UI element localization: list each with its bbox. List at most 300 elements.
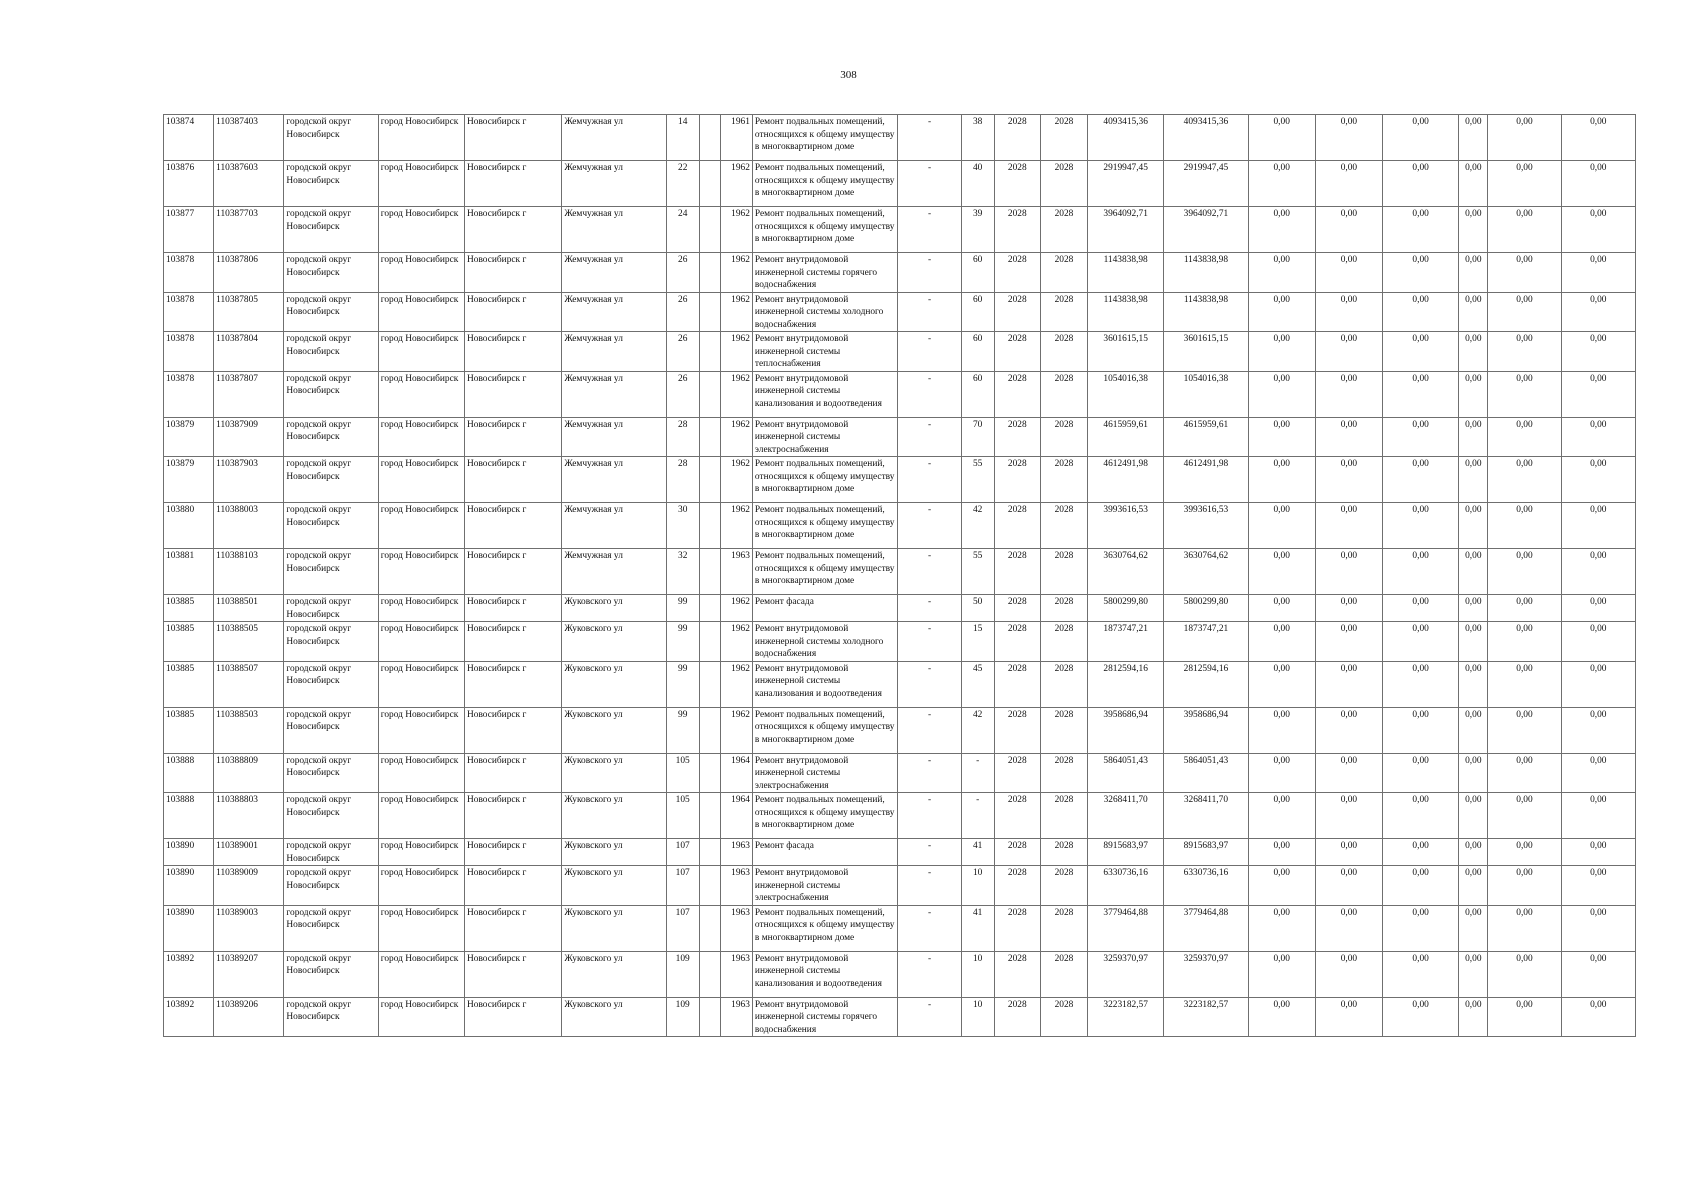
amount-3-cell: 0,00 [1383,839,1459,866]
amount-3-cell: 0,00 [1383,457,1459,503]
amount-6-cell: 0,00 [1561,793,1635,839]
city-cell: Новосибирск г [464,332,561,372]
amount-1-cell: 0,00 [1248,503,1315,549]
amount-2-cell: 0,00 [1315,793,1382,839]
table-row [164,503,1636,549]
total-cost-cell: 1143838,98 [1088,253,1164,293]
wear-value-cell: 10 [961,997,994,1037]
dash-value-cell: - [898,866,961,906]
building-number-cell [699,951,720,997]
amount-3-cell: 0,00 [1383,253,1459,293]
record-id-cell: 103876 [164,161,214,207]
municipal-district-cell: городской округ Новосибирск [284,997,378,1037]
street-cell: Жемчужная ул [562,292,666,332]
building-number-cell [699,253,720,293]
construction-year-cell: 1962 [720,207,752,253]
page-number: 308 [840,69,857,81]
amount-3-cell: 0,00 [1383,115,1459,161]
municipal-district-cell: городской округ Новосибирск [284,115,378,161]
record-id-cell: 103892 [164,951,214,997]
plan-year-start-cell: 2028 [994,503,1040,549]
amount-6-cell: 0,00 [1561,207,1635,253]
record-id-cell: 103878 [164,292,214,332]
amount-4-cell: 0,00 [1459,951,1488,997]
amount-5-cell: 0,00 [1488,253,1561,293]
amount-5-cell: 0,00 [1488,207,1561,253]
municipal-district-cell: городской округ Новосибирск [284,905,378,951]
amount-5-cell: 0,00 [1488,417,1561,457]
amount-2-cell: 0,00 [1315,457,1382,503]
fund-cost-cell: 5864051,43 [1164,753,1248,793]
record-code-cell: 110388507 [214,661,284,707]
record-id-cell: 103878 [164,371,214,417]
amount-1-cell: 0,00 [1248,595,1315,622]
plan-year-end-cell: 2028 [1040,332,1087,372]
fund-cost-cell: 6330736,16 [1164,866,1248,906]
building-number-cell [699,905,720,951]
building-number-cell [699,622,720,662]
table-row [164,753,1636,793]
amount-5-cell: 0,00 [1488,793,1561,839]
amount-4-cell: 0,00 [1459,332,1488,372]
amount-5-cell: 0,00 [1488,866,1561,906]
plan-year-start-cell: 2028 [994,549,1040,595]
total-cost-cell: 3958686,94 [1088,707,1164,753]
amount-1-cell: 0,00 [1248,997,1315,1037]
construction-year-cell: 1963 [720,549,752,595]
building-number-cell [699,997,720,1037]
amount-6-cell: 0,00 [1561,951,1635,997]
street-cell: Жемчужная ул [562,549,666,595]
plan-year-start-cell: 2028 [994,622,1040,662]
amount-5-cell: 0,00 [1488,549,1561,595]
dash-value-cell: - [898,707,961,753]
street-cell: Жуковского ул [562,997,666,1037]
house-number-cell: 24 [666,207,699,253]
plan-year-end-cell: 2028 [1040,417,1087,457]
settlement-cell: город Новосибирск [378,549,464,595]
settlement-cell: город Новосибирск [378,595,464,622]
building-number-cell [699,866,720,906]
municipal-district-cell: городской округ Новосибирск [284,595,378,622]
city-cell: Новосибирск г [464,997,561,1037]
plan-year-end-cell: 2028 [1040,707,1087,753]
record-code-cell: 110387703 [214,207,284,253]
dash-value-cell: - [898,622,961,662]
plan-year-start-cell: 2028 [994,661,1040,707]
table-row [164,549,1636,595]
city-cell: Новосибирск г [464,707,561,753]
record-code-cell: 110389003 [214,905,284,951]
wear-value-cell: 38 [961,115,994,161]
work-type-cell: Ремонт внутридомовой инженерной системы холодного водоснабжения [752,622,897,662]
plan-year-end-cell: 2028 [1040,997,1087,1037]
record-code-cell: 110387403 [214,115,284,161]
municipal-district-cell: городской округ Новосибирск [284,253,378,293]
building-number-cell [699,707,720,753]
building-number-cell [699,503,720,549]
amount-5-cell: 0,00 [1488,292,1561,332]
total-cost-cell: 3964092,71 [1088,207,1164,253]
fund-cost-cell: 5800299,80 [1164,595,1248,622]
record-code-cell: 110387909 [214,417,284,457]
dash-value-cell: - [898,753,961,793]
record-id-cell: 103881 [164,549,214,595]
amount-1-cell: 0,00 [1248,371,1315,417]
wear-value-cell: 55 [961,549,994,595]
record-code-cell: 110388003 [214,503,284,549]
construction-year-cell: 1961 [720,115,752,161]
municipal-district-cell: городской округ Новосибирск [284,332,378,372]
amount-4-cell: 0,00 [1459,793,1488,839]
record-code-cell: 110387903 [214,457,284,503]
dash-value-cell: - [898,253,961,293]
total-cost-cell: 8915683,97 [1088,839,1164,866]
wear-value-cell: 60 [961,371,994,417]
amount-4-cell: 0,00 [1459,115,1488,161]
settlement-cell: город Новосибирск [378,622,464,662]
record-id-cell: 103885 [164,622,214,662]
wear-value-cell: 42 [961,707,994,753]
settlement-cell: город Новосибирск [378,661,464,707]
wear-value-cell: 41 [961,839,994,866]
total-cost-cell: 4615959,61 [1088,417,1164,457]
plan-year-end-cell: 2028 [1040,115,1087,161]
city-cell: Новосибирск г [464,417,561,457]
work-type-cell: Ремонт подвальных помещений, относящихся к общему имуществу в многоквартирном доме [752,549,897,595]
amount-2-cell: 0,00 [1315,622,1382,662]
city-cell: Новосибирск г [464,161,561,207]
wear-value-cell: 70 [961,417,994,457]
amount-1-cell: 0,00 [1248,549,1315,595]
amount-6-cell: 0,00 [1561,661,1635,707]
street-cell: Жемчужная ул [562,253,666,293]
amount-1-cell: 0,00 [1248,661,1315,707]
amount-4-cell: 0,00 [1459,371,1488,417]
table-row [164,866,1636,906]
amount-6-cell: 0,00 [1561,161,1635,207]
fund-cost-cell: 3259370,97 [1164,951,1248,997]
building-number-cell [699,115,720,161]
city-cell: Новосибирск г [464,951,561,997]
dash-value-cell: - [898,793,961,839]
settlement-cell: город Новосибирск [378,161,464,207]
amount-3-cell: 0,00 [1383,161,1459,207]
amount-3-cell: 0,00 [1383,595,1459,622]
amount-4-cell: 0,00 [1459,905,1488,951]
municipal-district-cell: городской округ Новосибирск [284,839,378,866]
street-cell: Жемчужная ул [562,332,666,372]
construction-year-cell: 1962 [720,332,752,372]
construction-year-cell: 1962 [720,161,752,207]
street-cell: Жуковского ул [562,905,666,951]
record-id-cell: 103888 [164,793,214,839]
plan-year-start-cell: 2028 [994,115,1040,161]
record-code-cell: 110387807 [214,371,284,417]
street-cell: Жуковского ул [562,661,666,707]
amount-3-cell: 0,00 [1383,622,1459,662]
wear-value-cell: 40 [961,161,994,207]
amount-1-cell: 0,00 [1248,332,1315,372]
amount-4-cell: 0,00 [1459,549,1488,595]
amount-4-cell: 0,00 [1459,622,1488,662]
record-code-cell: 110389207 [214,951,284,997]
amount-2-cell: 0,00 [1315,207,1382,253]
amount-1-cell: 0,00 [1248,622,1315,662]
plan-year-end-cell: 2028 [1040,371,1087,417]
plan-year-start-cell: 2028 [994,997,1040,1037]
street-cell: Жемчужная ул [562,417,666,457]
construction-year-cell: 1963 [720,866,752,906]
city-cell: Новосибирск г [464,866,561,906]
amount-6-cell: 0,00 [1561,622,1635,662]
amount-1-cell: 0,00 [1248,457,1315,503]
amount-2-cell: 0,00 [1315,951,1382,997]
amount-2-cell: 0,00 [1315,503,1382,549]
amount-6-cell: 0,00 [1561,905,1635,951]
table-row [164,332,1636,372]
house-number-cell: 107 [666,905,699,951]
record-id-cell: 103877 [164,207,214,253]
work-type-cell: Ремонт внутридомовой инженерной системы электроснабжения [752,753,897,793]
record-code-cell: 110389001 [214,839,284,866]
dash-value-cell: - [898,549,961,595]
construction-year-cell: 1962 [720,457,752,503]
amount-1-cell: 0,00 [1248,115,1315,161]
building-number-cell [699,371,720,417]
table-row [164,292,1636,332]
total-cost-cell: 3779464,88 [1088,905,1164,951]
street-cell: Жемчужная ул [562,115,666,161]
amount-5-cell: 0,00 [1488,905,1561,951]
street-cell: Жуковского ул [562,753,666,793]
amount-4-cell: 0,00 [1459,161,1488,207]
street-cell: Жуковского ул [562,866,666,906]
total-cost-cell: 3223182,57 [1088,997,1164,1037]
dash-value-cell: - [898,417,961,457]
amount-5-cell: 0,00 [1488,997,1561,1037]
dash-value-cell: - [898,997,961,1037]
record-code-cell: 110387804 [214,332,284,372]
work-type-cell: Ремонт внутридомовой инженерной системы горячего водоснабжения [752,253,897,293]
amount-1-cell: 0,00 [1248,866,1315,906]
amount-3-cell: 0,00 [1383,793,1459,839]
construction-year-cell: 1964 [720,793,752,839]
municipal-district-cell: городской округ Новосибирск [284,866,378,906]
table-row [164,707,1636,753]
total-cost-cell: 3993616,53 [1088,503,1164,549]
amount-4-cell: 0,00 [1459,753,1488,793]
municipal-district-cell: городской округ Новосибирск [284,661,378,707]
building-number-cell [699,661,720,707]
plan-year-start-cell: 2028 [994,951,1040,997]
fund-cost-cell: 3223182,57 [1164,997,1248,1037]
amount-4-cell: 0,00 [1459,292,1488,332]
settlement-cell: город Новосибирск [378,253,464,293]
work-type-cell: Ремонт подвальных помещений, относящихся к общему имуществу в многоквартирном доме [752,457,897,503]
fund-cost-cell: 1054016,38 [1164,371,1248,417]
construction-year-cell: 1962 [720,253,752,293]
plan-year-end-cell: 2028 [1040,503,1087,549]
table-row [164,417,1636,457]
plan-year-start-cell: 2028 [994,753,1040,793]
amount-3-cell: 0,00 [1383,207,1459,253]
street-cell: Жуковского ул [562,951,666,997]
wear-value-cell: - [961,753,994,793]
amount-2-cell: 0,00 [1315,707,1382,753]
amount-5-cell: 0,00 [1488,661,1561,707]
construction-year-cell: 1963 [720,951,752,997]
wear-value-cell: 60 [961,332,994,372]
settlement-cell: город Новосибирск [378,753,464,793]
wear-value-cell: 60 [961,253,994,293]
amount-1-cell: 0,00 [1248,793,1315,839]
building-number-cell [699,207,720,253]
amount-6-cell: 0,00 [1561,549,1635,595]
record-code-cell: 110388501 [214,595,284,622]
amount-5-cell: 0,00 [1488,503,1561,549]
settlement-cell: город Новосибирск [378,839,464,866]
plan-year-start-cell: 2028 [994,332,1040,372]
fund-cost-cell: 1873747,21 [1164,622,1248,662]
house-number-cell: 107 [666,839,699,866]
amount-5-cell: 0,00 [1488,332,1561,372]
amount-2-cell: 0,00 [1315,595,1382,622]
amount-5-cell: 0,00 [1488,951,1561,997]
house-number-cell: 26 [666,371,699,417]
construction-year-cell: 1962 [720,661,752,707]
dash-value-cell: - [898,161,961,207]
house-number-cell: 99 [666,595,699,622]
wear-value-cell: - [961,793,994,839]
settlement-cell: город Новосибирск [378,332,464,372]
plan-year-end-cell: 2028 [1040,549,1087,595]
record-code-cell: 110389206 [214,997,284,1037]
city-cell: Новосибирск г [464,115,561,161]
fund-cost-cell: 3630764,62 [1164,549,1248,595]
municipal-district-cell: городской округ Новосибирск [284,207,378,253]
work-type-cell: Ремонт подвальных помещений, относящихся к общему имуществу в многоквартирном доме [752,905,897,951]
table-row [164,793,1636,839]
amount-6-cell: 0,00 [1561,417,1635,457]
amount-1-cell: 0,00 [1248,951,1315,997]
settlement-cell: город Новосибирск [378,951,464,997]
municipal-district-cell: городской округ Новосибирск [284,503,378,549]
amount-6-cell: 0,00 [1561,371,1635,417]
dash-value-cell: - [898,207,961,253]
record-id-cell: 103890 [164,866,214,906]
amount-6-cell: 0,00 [1561,292,1635,332]
amount-3-cell: 0,00 [1383,503,1459,549]
wear-value-cell: 42 [961,503,994,549]
amount-6-cell: 0,00 [1561,997,1635,1037]
amount-2-cell: 0,00 [1315,997,1382,1037]
settlement-cell: город Новосибирск [378,503,464,549]
table-row [164,661,1636,707]
amount-5-cell: 0,00 [1488,753,1561,793]
total-cost-cell: 5864051,43 [1088,753,1164,793]
amount-2-cell: 0,00 [1315,905,1382,951]
city-cell: Новосибирск г [464,371,561,417]
construction-year-cell: 1962 [720,417,752,457]
amount-1-cell: 0,00 [1248,161,1315,207]
amount-1-cell: 0,00 [1248,905,1315,951]
amount-5-cell: 0,00 [1488,115,1561,161]
total-cost-cell: 4612491,98 [1088,457,1164,503]
amount-4-cell: 0,00 [1459,866,1488,906]
wear-value-cell: 10 [961,866,994,906]
record-id-cell: 103885 [164,707,214,753]
house-number-cell: 26 [666,253,699,293]
record-id-cell: 103879 [164,417,214,457]
fund-cost-cell: 3268411,70 [1164,793,1248,839]
plan-year-start-cell: 2028 [994,457,1040,503]
record-code-cell: 110388809 [214,753,284,793]
plan-year-start-cell: 2028 [994,253,1040,293]
settlement-cell: город Новосибирск [378,866,464,906]
amount-1-cell: 0,00 [1248,707,1315,753]
amount-3-cell: 0,00 [1383,951,1459,997]
amount-2-cell: 0,00 [1315,753,1382,793]
amount-3-cell: 0,00 [1383,997,1459,1037]
fund-cost-cell: 2812594,16 [1164,661,1248,707]
building-number-cell [699,417,720,457]
building-number-cell [699,753,720,793]
amount-6-cell: 0,00 [1561,866,1635,906]
amount-3-cell: 0,00 [1383,661,1459,707]
settlement-cell: город Новосибирск [378,207,464,253]
municipal-district-cell: городской округ Новосибирск [284,161,378,207]
work-type-cell: Ремонт подвальных помещений, относящихся к общему имуществу в многоквартирном доме [752,161,897,207]
amount-3-cell: 0,00 [1383,905,1459,951]
amount-5-cell: 0,00 [1488,371,1561,417]
work-type-cell: Ремонт внутридомовой инженерной системы электроснабжения [752,417,897,457]
plan-year-end-cell: 2028 [1040,207,1087,253]
plan-year-end-cell: 2028 [1040,661,1087,707]
total-cost-cell: 3268411,70 [1088,793,1164,839]
amount-3-cell: 0,00 [1383,707,1459,753]
wear-value-cell: 10 [961,951,994,997]
record-code-cell: 110388803 [214,793,284,839]
amount-1-cell: 0,00 [1248,253,1315,293]
amount-1-cell: 0,00 [1248,292,1315,332]
table-row [164,839,1636,866]
settlement-cell: город Новосибирск [378,417,464,457]
record-id-cell: 103888 [164,753,214,793]
house-number-cell: 109 [666,997,699,1037]
table-row [164,253,1636,293]
plan-year-end-cell: 2028 [1040,793,1087,839]
building-number-cell [699,595,720,622]
wear-value-cell: 60 [961,292,994,332]
dash-value-cell: - [898,595,961,622]
record-id-cell: 103880 [164,503,214,549]
settlement-cell: город Новосибирск [378,793,464,839]
amount-1-cell: 0,00 [1248,839,1315,866]
work-type-cell: Ремонт внутридомовой инженерной системы канализования и водоотведения [752,661,897,707]
plan-year-end-cell: 2028 [1040,161,1087,207]
amount-3-cell: 0,00 [1383,549,1459,595]
house-number-cell: 99 [666,622,699,662]
amount-3-cell: 0,00 [1383,292,1459,332]
building-number-cell [699,793,720,839]
amount-6-cell: 0,00 [1561,457,1635,503]
amount-4-cell: 0,00 [1459,457,1488,503]
dash-value-cell: - [898,457,961,503]
table-row [164,161,1636,207]
amount-5-cell: 0,00 [1488,839,1561,866]
dash-value-cell: - [898,292,961,332]
